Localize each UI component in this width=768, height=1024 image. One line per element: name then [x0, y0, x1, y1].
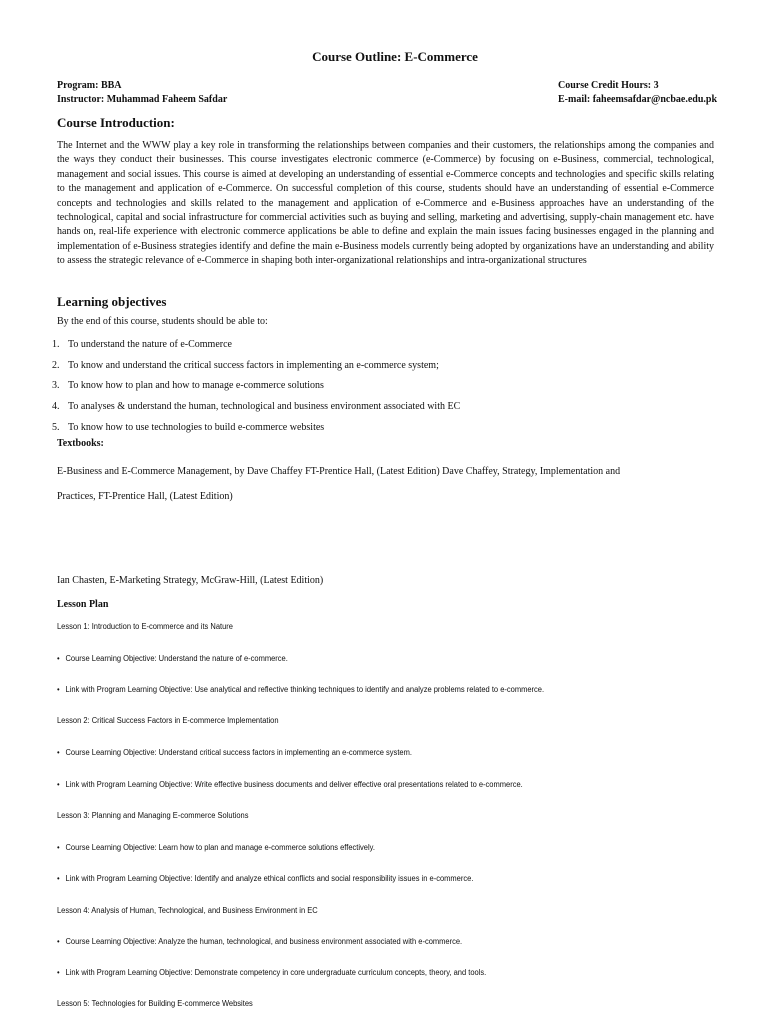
program-line: Program: BBA	[57, 80, 122, 91]
intro-paragraph: The Internet and the WWW play a key role in transforming the relationships between companies and their customers, the relationships among the companies and the ways they conduct their businesses. This course investigates electronic commerce (e-Commerce) by focusing on e-Business, commercial, technological, management and social issues. This course is aimed at developing an understanding of essential e-Commerce concepts and technologies and specific skills relating to the management and application of e-Commerce. On successful completion of this course, students should have an understanding of essential e-Commerce concepts and technologies and skills related to the management and application of e-Commerce and e-Business approaches have an understanding of the technological, capital and social infrastructure for commercial activities such as buying and selling, marketing and advertising, supply-chain management etc. have hands on, real-life experience with electronic commerce applications be able to define and explain the main issues facing businesses engaged in the planning and implementation of e-Business strategies identify and define the main e-Business models currently being adopted by organizations have an understanding and ability to assess the strategic relevance of e-Commerce in shaping both inter-organizational relationships and intra-organizational structures	[57, 140, 714, 267]
bullet-icon: •	[57, 654, 60, 663]
objective-text: To know how to plan and how to manage e-commerce solutions	[68, 380, 324, 391]
lesson-plo-link	[57, 968, 486, 977]
lesson-objective	[57, 654, 288, 663]
objective-number: 3.	[52, 380, 60, 391]
lesson-objective	[57, 843, 375, 852]
course-meta-right	[558, 79, 717, 107]
textbooks-heading: Textbooks:	[57, 438, 104, 449]
lesson-objective-text: Course Learning Objective: Understand critical success factors in implementing an e-commerce system.	[65, 748, 412, 757]
objective-item	[52, 380, 324, 391]
lesson-plo-text: Link with Program Learning Objective: Write effective business documents and deliver effective oral presentations related to e-commerce.	[65, 780, 523, 789]
lesson-objective-text: Course Learning Objective: Understand the nature of e-commerce.	[65, 654, 288, 663]
objective-text: To understand the nature of e-Commerce	[68, 339, 232, 350]
objective-number: 2.	[52, 360, 60, 371]
textbook-line: E-Business and E-Commerce Management, by Dave Chaffey FT-Prentice Hall, (Latest Edition) Dave Chaffey, Strategy, Implementation and	[57, 466, 621, 477]
textbook-line: Ian Chasten, E-Marketing Strategy, McGraw-Hill, (Latest Edition)	[57, 575, 324, 586]
objective-item	[52, 401, 460, 412]
bullet-icon: •	[57, 968, 60, 977]
course-meta-left	[57, 79, 227, 107]
instructor-line: Instructor: Muhammad Faheem Safdar	[57, 94, 228, 105]
objective-number: 1.	[52, 339, 60, 350]
lesson-title: Lesson 3: Planning and Managing E-commerce Solutions	[57, 811, 249, 820]
objective-text: To analyses & understand the human, technological and business environment associated with EC	[68, 401, 461, 412]
objective-number: 5.	[52, 422, 60, 433]
bullet-icon: •	[57, 780, 60, 789]
objectives-lead: By the end of this course, students should be able to:	[57, 316, 268, 327]
bullet-icon: •	[57, 685, 60, 694]
textbook-line: Practices, FT-Prentice Hall, (Latest Edition)	[57, 491, 233, 502]
document-title: Course Outline: E-Commerce	[312, 49, 478, 64]
objective-item	[52, 339, 232, 350]
bullet-icon: •	[57, 748, 60, 757]
lesson-plo-text: Link with Program Learning Objective: Identify and analyze ethical conflicts and social responsibility issues in e-commerce.	[65, 874, 474, 883]
lesson-title: Lesson 5: Technologies for Building E-commerce Websites	[57, 999, 253, 1008]
lesson-objective	[57, 937, 462, 946]
intro-heading: Course Introduction:	[57, 115, 175, 130]
lesson-plo-link	[57, 780, 523, 789]
lesson-plan-heading: Lesson Plan	[57, 599, 109, 610]
bullet-icon: •	[57, 843, 60, 852]
objective-item	[52, 422, 324, 433]
credit-hours-line: Course Credit Hours: 3	[558, 80, 659, 91]
lesson-plo-text: Link with Program Learning Objective: Use analytical and reflective thinking techniques to identify and analyze problems related to e-commerce.	[65, 685, 545, 694]
lesson-objective-text: Course Learning Objective: Analyze the human, technological, and business environment associated with e-commerce.	[65, 937, 463, 946]
lesson-plo-link	[57, 874, 473, 883]
lesson-title: Lesson 1: Introduction to E-commerce and its Nature	[57, 622, 233, 631]
objective-number: 4.	[52, 401, 60, 412]
objective-text: To know and understand the critical success factors in implementing an e-commerce system;	[68, 360, 439, 371]
objective-item	[52, 360, 439, 371]
lesson-title: Lesson 2: Critical Success Factors in E-commerce Implementation	[57, 716, 279, 725]
lesson-objective	[57, 748, 412, 757]
objective-text: To know how to use technologies to build e-commerce websites	[68, 422, 325, 433]
email-line: E-mail: faheemsafdar@ncbae.edu.pk	[558, 94, 718, 105]
lesson-plo-text: Link with Program Learning Objective: Demonstrate competency in core undergraduate curriculum concepts, theory, and tools.	[65, 968, 487, 977]
bullet-icon: •	[57, 937, 60, 946]
lesson-objective-text: Course Learning Objective: Learn how to plan and manage e-commerce solutions effectively.	[65, 843, 375, 852]
lesson-plo-link	[57, 685, 544, 694]
lesson-title: Lesson 4: Analysis of Human, Technological, and Business Environment in EC	[57, 906, 318, 915]
objectives-heading: Learning objectives	[57, 294, 167, 309]
bullet-icon: •	[57, 874, 60, 883]
